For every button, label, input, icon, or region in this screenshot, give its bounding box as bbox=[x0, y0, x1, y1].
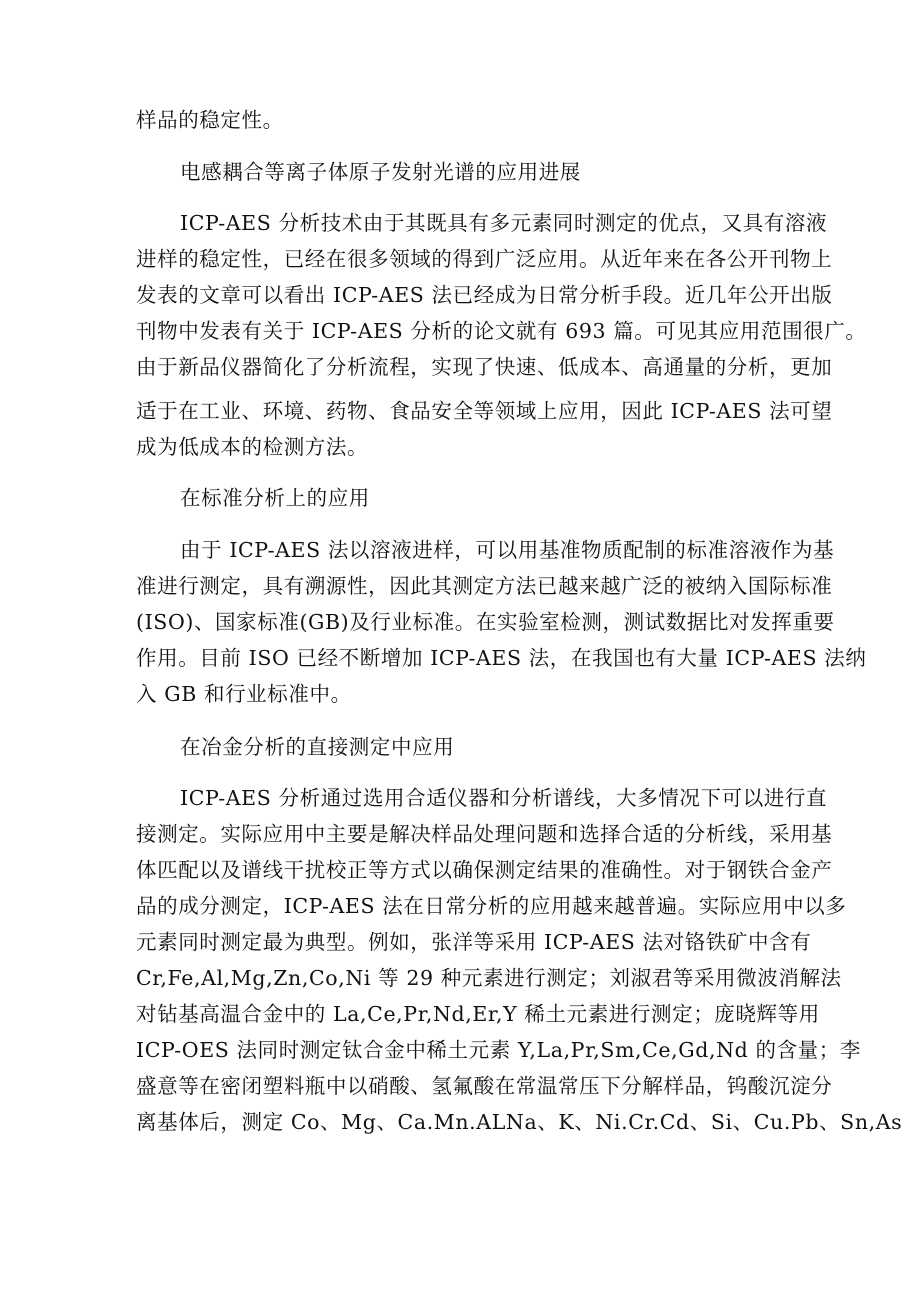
text-line: 由于 ICP-AES 法以溶液进样，可以用基准物质配制的标准溶液作为基 bbox=[180, 538, 835, 562]
text-line: Cr,Fe,Al,Mg,Zn,Co,Ni 等 29 种元素进行测定；刘淑君等采用微波消解法 bbox=[136, 966, 842, 990]
text-line: 离基体后，测定 Co、Mg、Ca.Mn.ALNa、K、Ni.Cr.Cd、Si、Cu.Pb、Sn,As bbox=[136, 1110, 903, 1134]
text-line: 由于新品仪器简化了分析流程，实现了快速、低成本、高通量的分析，更加 bbox=[136, 355, 833, 379]
text-line: 发表的文章可以看出 ICP-AES 法已经成为日常分析手段。近几年公开出版 bbox=[136, 283, 833, 307]
text-line: 成为低成本的检测方法。 bbox=[136, 435, 369, 459]
text-line: 品的成分测定，ICP-AES 法在日常分析的应用越来越普遍。实际应用中以多 bbox=[136, 894, 847, 918]
text-line: 接测定。实际应用中主要是解决样品处理问题和选择合适的分析线，采用基 bbox=[136, 822, 833, 846]
text-line: ICP-AES 分析技术由于其既具有多元素同时测定的优点，又具有溶液 bbox=[180, 211, 828, 235]
text-line: 适于在工业、环境、药物、食品安全等领域上应用，因此 ICP-AES 法可望 bbox=[136, 399, 833, 423]
text-line: ICP-OES 法同时测定钛合金中稀土元素 Y,La,Pr,Sm,Ce,Gd,Nd 的含量；李 bbox=[136, 1038, 861, 1062]
section-heading: 在标准分析上的应用 bbox=[180, 486, 370, 510]
text-line: 盛意等在密闭塑料瓶中以硝酸、氢氟酸在常温常压下分解样品，钨酸沉淀分 bbox=[136, 1074, 833, 1098]
text-line: 元素同时测定最为典型。例如，张洋等采用 ICP-AES 法对铬铁矿中含有 bbox=[136, 930, 812, 954]
text-line: ICP-AES 分析通过选用合适仪器和分析谱线，大多情况下可以进行直 bbox=[180, 786, 828, 810]
text-line: 样品的稳定性。 bbox=[136, 108, 284, 132]
text-line: 对钻基高温合金中的 La,Ce,Pr,Nd,Er,Y 稀土元素进行测定；庞晓辉等用 bbox=[136, 1002, 820, 1026]
section-heading: 在冶金分析的直接测定中应用 bbox=[180, 735, 455, 759]
text-line: 刊物中发表有关于 ICP-AES 分析的论文就有 693 篇。可见其应用范围很广。 bbox=[136, 319, 867, 343]
text-line: 体匹配以及谱线干扰校正等方式以确保测定结果的准确性。对于钢铁合金产 bbox=[136, 858, 833, 882]
text-line: (ISO)、国家标准(GB)及行业标准。在实验室检测，测试数据比对发挥重要 bbox=[136, 610, 835, 634]
text-line: 作用。目前 ISO 已经不断增加 ICP-AES 法，在我国也有大量 ICP-AES 法纳 bbox=[136, 646, 867, 670]
section-heading: 电感耦合等离子体原子发射光谱的应用进展 bbox=[180, 160, 581, 184]
text-line: 进样的稳定性，已经在很多领域的得到广泛应用。从近年来在各公开刊物上 bbox=[136, 247, 833, 271]
text-line: 准进行测定，具有溯源性，因此其测定方法已越来越广泛的被纳入国际标准 bbox=[136, 574, 833, 598]
text-line: 入 GB 和行业标准中。 bbox=[136, 682, 352, 706]
